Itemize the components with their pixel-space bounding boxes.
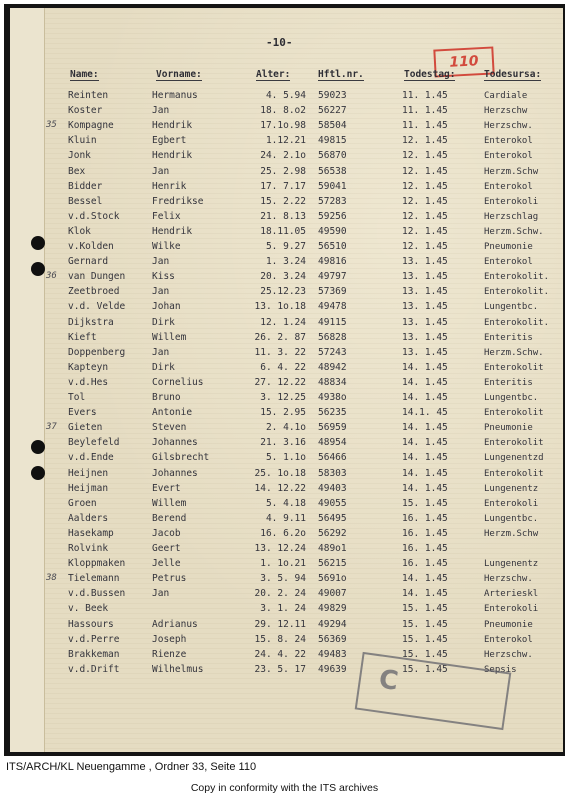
margin-mark: 37: [46, 422, 57, 433]
cell-todestag: 14. 1.45: [402, 588, 448, 600]
cell-alter: 1. 1o.21: [260, 558, 306, 570]
cell-name: Rolvink: [68, 543, 109, 554]
cell-name: v.d.Bussen: [68, 588, 126, 600]
table-row: [0, 407, 569, 422]
table-row: [0, 573, 569, 588]
cell-vorname: Fredrikse: [152, 195, 204, 207]
table-row: [0, 468, 569, 483]
cell-alter: 2. 4.1o: [265, 422, 306, 434]
cell-alter: 21. 8.13: [260, 210, 306, 222]
cell-name: Tol: [68, 392, 86, 403]
cell-haeftlingsnr: 49797: [318, 271, 347, 283]
cell-vorname: Willem: [152, 497, 187, 509]
cell-vorname: Jelle: [152, 558, 181, 570]
cell-todesursache: Herzm.Schw.: [484, 347, 544, 358]
cell-todesursache: Pneumonie: [484, 423, 533, 434]
cell-todestag: 14. 1.45: [402, 573, 448, 585]
cell-todesursache: Pneumonie: [484, 619, 533, 630]
cell-todestag: 14.1. 45: [402, 407, 448, 419]
cell-alter: 29. 12.11: [254, 618, 306, 630]
cell-alter: 6. 4. 22: [260, 361, 306, 373]
cell-name: v.d.Stock: [68, 210, 120, 222]
table-row: [0, 513, 569, 528]
cell-haeftlingsnr: 49816: [318, 256, 347, 268]
cell-name: Heijnen: [68, 467, 109, 479]
cell-name: v. Beek: [68, 603, 109, 615]
cell-vorname: Antonie: [152, 407, 193, 419]
cell-todestag: 15. 1.45: [402, 633, 448, 645]
cell-todesursache: Enteritis: [484, 332, 533, 343]
cell-haeftlingsnr: 48834: [318, 376, 347, 388]
cell-haeftlingsnr: 56828: [318, 331, 347, 343]
cell-haeftlingsnr: 57283: [318, 195, 347, 207]
cell-haeftlingsnr: 48942: [318, 361, 347, 373]
cell-todesursache: Enterokoli: [484, 196, 539, 207]
cell-alter: 25. 2.98: [260, 165, 306, 177]
cell-todestag: 14. 1.45: [402, 422, 448, 434]
cell-name: Hassours: [68, 618, 114, 630]
cell-todestag: 15. 1.45: [402, 603, 448, 615]
cell-vorname: Dirk: [152, 316, 175, 328]
cell-haeftlingsnr: 49007: [318, 588, 347, 600]
cell-alter: 24. 2.1o: [260, 150, 306, 162]
table-row: [0, 347, 569, 362]
cell-todesursache: Lungentbc.: [484, 302, 539, 313]
cell-todesursache: Enterokolit.: [484, 272, 550, 283]
cell-name: van Dungen: [68, 271, 126, 283]
table-row: [0, 135, 569, 150]
cell-todestag: 12. 1.45: [402, 195, 448, 207]
cell-name: Heijman: [68, 482, 109, 494]
cell-name: Doppenberg: [68, 346, 126, 358]
cell-vorname: Gilsbrecht: [152, 452, 210, 464]
cell-todesursache: Enterokolit: [484, 438, 544, 449]
cell-todesursache: Lungentbc.: [484, 513, 539, 524]
cell-alter: 27. 12.22: [254, 376, 306, 388]
table-row: [0, 362, 569, 377]
cell-alter: 5. 1.1o: [265, 452, 306, 464]
cell-vorname: Jan: [152, 346, 170, 358]
cell-todestag: 15. 1.45: [402, 497, 448, 509]
cell-alter: 16. 6.2o: [260, 527, 306, 539]
cell-name: Dijkstra: [68, 316, 114, 328]
table-row: [0, 317, 569, 332]
table-row: [0, 634, 569, 649]
cell-haeftlingsnr: 58504: [318, 120, 347, 132]
cell-todestag: 11. 1.45: [402, 105, 448, 117]
cell-haeftlingsnr: 49115: [318, 316, 347, 328]
red-page-annotation: 110: [433, 46, 494, 77]
table-row: [0, 619, 569, 634]
table-row: [0, 271, 569, 286]
cell-todesursache: Herzm.Schw: [484, 166, 539, 177]
table-row: [0, 120, 569, 135]
cell-vorname: Joseph: [152, 633, 187, 645]
table-row: [0, 332, 569, 347]
margin-mark: 35: [46, 120, 57, 131]
cell-name: Tielemann: [68, 573, 120, 585]
cell-todesursache: Herzschw: [484, 106, 528, 117]
cell-todesursache: Enterokol: [484, 136, 533, 147]
cell-name: Koster: [68, 105, 103, 117]
cell-name: v.d.Perre: [68, 633, 120, 645]
cell-alter: 11. 3. 22: [254, 346, 306, 358]
cell-alter: 1.12.21: [265, 135, 306, 147]
cell-haeftlingsnr: 49294: [318, 618, 347, 630]
cell-haeftlingsnr: 49815: [318, 135, 347, 147]
cell-todesursache: Enterokol: [484, 634, 533, 645]
header-name: Name:: [70, 69, 99, 80]
cell-name: Gernard: [68, 256, 109, 268]
cell-alter: 18. 8.o2: [260, 105, 306, 117]
cell-haeftlingsnr: 48954: [318, 437, 347, 449]
cell-haeftlingsnr: 56227: [318, 105, 347, 117]
margin-mark: 36: [46, 271, 57, 282]
cell-alter: 5. 4.18: [265, 497, 306, 509]
cell-haeftlingsnr: 49829: [318, 603, 347, 615]
cell-todestag: 14. 1.45: [402, 452, 448, 464]
cell-vorname: Hendrik: [152, 120, 193, 132]
cell-name: Kluin: [68, 135, 97, 147]
cell-todesursache: Enterokol: [484, 257, 533, 268]
table-row: [0, 241, 569, 256]
cell-name: v.d.Drift: [68, 663, 120, 675]
cell-vorname: Jan: [152, 256, 170, 268]
cell-vorname: Jan: [152, 105, 170, 117]
cell-todestag: 14. 1.45: [402, 361, 448, 373]
cell-haeftlingsnr: 4938o: [318, 392, 347, 403]
cell-vorname: Petrus: [152, 573, 187, 585]
cell-todestag: 12. 1.45: [402, 241, 448, 252]
cell-todesursache: Enterokol: [484, 181, 533, 192]
cell-vorname: Steven: [152, 422, 187, 434]
cell-name: v.Kolden: [68, 241, 114, 252]
cell-vorname: Johannes: [152, 467, 198, 479]
cell-name: Bessel: [68, 195, 103, 207]
cell-todestag: 16. 1.45: [402, 512, 448, 524]
cell-alter: 4. 9.11: [265, 512, 306, 524]
cell-alter: 21. 3.16: [260, 437, 306, 449]
cell-haeftlingsnr: 49478: [318, 301, 347, 313]
cell-todesursache: Lungentbc.: [484, 393, 539, 403]
table-row: [0, 649, 569, 664]
cell-haeftlingsnr: 56538: [318, 165, 347, 177]
cell-todesursache: Arterieskl: [484, 589, 539, 600]
cell-vorname: Adrianus: [152, 618, 198, 630]
cell-alter: 25.12.23: [260, 286, 306, 298]
cell-todestag: 14. 1.45: [402, 437, 448, 449]
header-todestag: Todestag:: [404, 69, 456, 80]
cell-todestag: 13. 1.45: [402, 331, 448, 343]
cell-haeftlingsnr: 49403: [318, 482, 347, 494]
cell-alter: 13. 1o.18: [254, 301, 306, 313]
cell-vorname: Jacob: [152, 527, 181, 539]
table-row: [0, 150, 569, 165]
table-row: [0, 452, 569, 467]
cell-name: Kompagne: [68, 120, 114, 132]
cell-todestag: 11. 1.45: [402, 120, 448, 132]
cell-alter: 4. 5.94: [265, 90, 306, 101]
cell-vorname: Bruno: [152, 392, 181, 403]
cell-vorname: Wilke: [152, 241, 181, 252]
cell-vorname: Kiss: [152, 271, 175, 283]
cell-alter: 20. 2. 24: [254, 588, 306, 600]
header-haeftlingsnr: Hftl.nr.: [318, 69, 364, 80]
stamp-text: C: [377, 664, 402, 698]
cell-vorname: Felix: [152, 210, 181, 222]
cell-todestag: 14. 1.45: [402, 482, 448, 494]
cell-name: Bex: [68, 165, 86, 177]
cell-vorname: Hendrik: [152, 225, 193, 237]
cell-vorname: Jan: [152, 165, 170, 177]
cell-alter: 15. 8. 24: [254, 633, 306, 645]
cell-todesursache: Herzschlag: [484, 211, 539, 222]
cell-haeftlingsnr: 56959: [318, 422, 347, 434]
table-row: [0, 603, 569, 618]
cell-haeftlingsnr: 56369: [318, 633, 347, 645]
cell-name: v.d.Hes: [68, 376, 109, 388]
cell-name: Hasekamp: [68, 527, 114, 539]
source-caption: ITS/ARCH/KL Neuengamme , Ordner 33, Seite 110: [6, 761, 257, 773]
cell-todesursache: Enterokolit.: [484, 317, 550, 328]
cell-name: Groen: [68, 497, 97, 509]
cell-vorname: Johannes: [152, 437, 198, 449]
cell-todesursache: Lungenentz: [484, 483, 539, 494]
cell-todesursache: Enteritis: [484, 377, 533, 388]
table-row: [0, 196, 569, 211]
cell-name: Bidder: [68, 180, 103, 192]
cell-alter: 12. 1.24: [260, 316, 306, 328]
cell-todesursache: Lungenentz: [484, 559, 539, 570]
cell-todesursache: Lungenentzd: [484, 453, 544, 464]
cell-vorname: Egbert: [152, 135, 187, 147]
cell-name: Beylefeld: [68, 437, 120, 449]
cell-haeftlingsnr: 56215: [318, 558, 347, 570]
table-row: [0, 588, 569, 603]
cell-todesursache: Herzschw.: [484, 574, 533, 585]
header-alter: Alter:: [256, 69, 291, 80]
cell-todestag: 14. 1.45: [402, 376, 448, 388]
cell-name: Kloppmaken: [68, 558, 126, 570]
cell-haeftlingsnr: 56510: [318, 241, 347, 252]
cell-todestag: 16. 1.45: [402, 543, 448, 554]
table-row: [0, 105, 569, 120]
cell-haeftlingsnr: 49055: [318, 497, 347, 509]
cell-vorname: Dirk: [152, 361, 175, 373]
cell-todestag: 12. 1.45: [402, 225, 448, 237]
cell-todesursache: Enterokoli: [484, 498, 539, 509]
table-row: [0, 256, 569, 271]
cell-todesursache: Herzm.Schw: [484, 528, 539, 539]
cell-todestag: 13. 1.45: [402, 316, 448, 328]
cell-todestag: 14. 1.45: [402, 467, 448, 479]
cell-alter: 20. 3.24: [260, 271, 306, 283]
cell-todesursache: Enterokoli: [484, 604, 539, 615]
table-row: [0, 528, 569, 543]
cell-todestag: 13. 1.45: [402, 346, 448, 358]
table-row: [0, 558, 569, 573]
cell-alter: 23. 5. 17: [254, 663, 306, 675]
cell-alter: 15. 2.95: [260, 407, 306, 419]
cell-vorname: Rienze: [152, 648, 187, 660]
cell-todestag: 13. 1.45: [402, 271, 448, 283]
cell-todesursache: Enterokolit: [484, 408, 544, 419]
cell-haeftlingsnr: 5691o: [318, 573, 347, 585]
cell-name: Zeetbroed: [68, 286, 120, 298]
cell-todesursache: Enterokolit: [484, 362, 544, 373]
cell-todesursache: Enterokolit: [484, 468, 544, 479]
table-row: [0, 211, 569, 226]
table-row: [0, 543, 569, 558]
table-row: [0, 483, 569, 498]
cell-todesursache: Enterokolit.: [484, 287, 550, 298]
cell-todestag: 15. 1.45: [402, 618, 448, 630]
table-row: [0, 181, 569, 196]
table-row: [0, 286, 569, 301]
cell-alter: 14. 12.22: [254, 482, 306, 494]
cell-todesursache: Herzschw.: [484, 121, 533, 132]
cell-vorname: Cornelius: [152, 376, 204, 388]
cell-todestag: 13. 1.45: [402, 256, 448, 268]
table-row: [0, 437, 569, 452]
header-vorname: Vorname:: [156, 69, 202, 80]
cell-alter: 1. 3.24: [265, 256, 306, 268]
cell-todestag: 12. 1.45: [402, 135, 448, 147]
header-todesursache: Todesursa:: [484, 69, 542, 80]
cell-todesursache: Enterokol: [484, 151, 533, 162]
cell-alter: 26. 2. 87: [254, 331, 306, 343]
cell-todesursache: Herzm.Schw.: [484, 226, 544, 237]
cell-alter: 25. 1o.18: [254, 467, 306, 479]
cell-todestag: 12. 1.45: [402, 210, 448, 222]
cell-vorname: Jan: [152, 588, 170, 600]
cell-name: Reinten: [68, 90, 109, 101]
cell-haeftlingsnr: 56235: [318, 407, 347, 419]
cell-haeftlingsnr: 49483: [318, 648, 347, 660]
cell-haeftlingsnr: 49590: [318, 225, 347, 237]
cell-alter: 24. 4. 22: [254, 648, 306, 660]
cell-alter: 3. 12.25: [260, 392, 306, 403]
cell-todestag: 13. 1.45: [402, 286, 448, 298]
table-row: [0, 377, 569, 392]
margin-mark: 38: [46, 573, 57, 584]
cell-name: v.d. Velde: [68, 301, 126, 313]
cell-vorname: Geert: [152, 543, 181, 554]
cell-haeftlingsnr: 58303: [318, 467, 347, 479]
cell-vorname: Willem: [152, 331, 187, 343]
cell-todestag: 15. 1.45: [402, 663, 448, 675]
cell-alter: 15. 2.22: [260, 195, 306, 207]
cell-name: Evers: [68, 407, 97, 419]
table-row: [0, 422, 569, 437]
table-row: [0, 166, 569, 181]
cell-vorname: Wilhelmus: [152, 663, 204, 675]
cell-haeftlingsnr: 59023: [318, 90, 347, 101]
cell-name: Gieten: [68, 422, 103, 434]
cell-haeftlingsnr: 56292: [318, 527, 347, 539]
cell-todestag: 15. 1.45: [402, 648, 448, 660]
cell-todestag: 11. 1.45: [402, 90, 448, 101]
cell-alter: 17. 7.17: [260, 180, 306, 192]
cell-haeftlingsnr: 49639: [318, 663, 347, 675]
cell-todesursache: Sepsis: [484, 664, 517, 675]
cell-vorname: Berend: [152, 512, 187, 524]
cell-todestag: 12. 1.45: [402, 180, 448, 192]
cell-alter: 17.1o.98: [260, 120, 306, 132]
cell-alter: 5. 9.27: [265, 241, 306, 252]
table-row: [0, 392, 569, 407]
cell-todestag: 12. 1.45: [402, 150, 448, 162]
cell-haeftlingsnr: 59256: [318, 210, 347, 222]
cell-vorname: Jan: [152, 286, 170, 298]
cell-todestag: 16. 1.45: [402, 558, 448, 570]
cell-haeftlingsnr: 59041: [318, 180, 347, 192]
copy-caption: Copy in conformity with the ITS archives: [190, 782, 379, 794]
table-row: [0, 301, 569, 316]
page-number: -10-: [266, 36, 293, 49]
cell-todestag: 12. 1.45: [402, 165, 448, 177]
cell-todestag: 14. 1.45: [402, 392, 448, 403]
cell-vorname: Evert: [152, 482, 181, 494]
cell-name: v.d.Ende: [68, 452, 114, 464]
cell-haeftlingsnr: 57243: [318, 346, 347, 358]
cell-name: Aalders: [68, 512, 109, 524]
cell-vorname: Johan: [152, 301, 181, 313]
cell-vorname: Henrik: [152, 180, 187, 192]
cell-haeftlingsnr: 56466: [318, 452, 347, 464]
cell-vorname: Hermanus: [152, 90, 198, 101]
cell-todesursache: Pneumonie: [484, 242, 533, 252]
cell-name: Klok: [68, 225, 91, 237]
cell-haeftlingsnr: 56870: [318, 150, 347, 162]
cell-todesursache: Herzschw.: [484, 649, 533, 660]
cell-name: Jonk: [68, 150, 91, 162]
table-row: [0, 498, 569, 513]
cell-alter: 3. 1. 24: [260, 603, 306, 615]
cell-name: Kieft: [68, 331, 97, 343]
cell-name: Kapteyn: [68, 361, 109, 373]
cell-todesursache: Cardiale: [484, 91, 528, 101]
cell-alter: 18.11.05: [260, 225, 306, 237]
cell-todestag: 13. 1.45: [402, 301, 448, 313]
cell-alter: 3. 5. 94: [260, 573, 306, 585]
cell-haeftlingsnr: 56495: [318, 512, 347, 524]
cell-vorname: Hendrik: [152, 150, 193, 162]
table-row: [0, 226, 569, 241]
table-row: [0, 90, 569, 105]
cell-haeftlingsnr: 489o1: [318, 543, 347, 554]
cell-alter: 13. 12.24: [254, 543, 306, 554]
cell-todestag: 16. 1.45: [402, 527, 448, 539]
cell-name: Brakkeman: [68, 648, 120, 660]
cell-haeftlingsnr: 57369: [318, 286, 347, 298]
